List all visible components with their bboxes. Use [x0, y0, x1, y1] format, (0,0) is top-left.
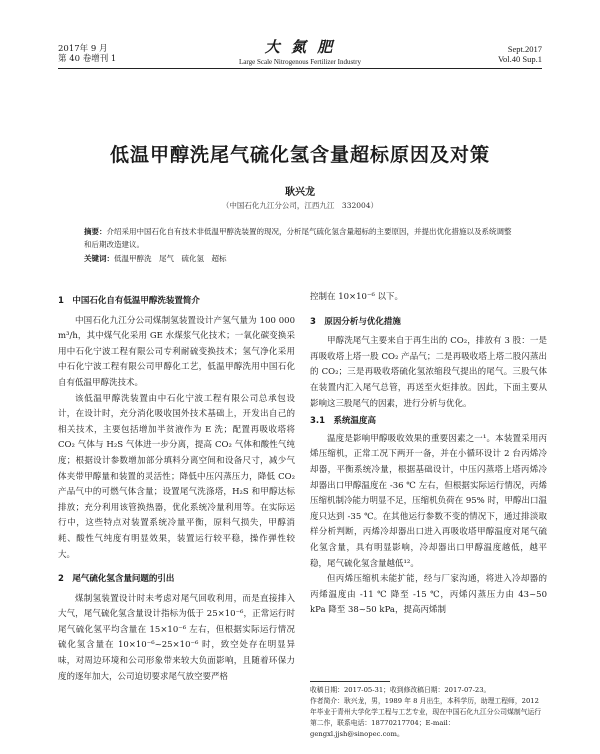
- journal-date-en: Sept.2017: [507, 44, 542, 54]
- journal-volume: 第 40 卷增刊 1: [58, 54, 117, 64]
- section-2-continuation: 控制在 10×10⁻⁶ 以下。: [310, 292, 404, 302]
- abstract-label: 摘要：: [84, 227, 107, 236]
- journal-masthead: [180, 36, 420, 66]
- journal-logo: 大 氮 肥: [264, 38, 336, 56]
- keywords-label: 关键词：: [84, 254, 114, 263]
- section-3-1-paragraph-2: 但丙烯压缩机未能扩能，经与厂家沟通，将进入冷却器的丙烯温度由 -11 ℃ 降至 -15 ℃，丙烯闪蒸压力由 43~50 kPa 降至 38~50 kPa，提高丙烯制: [310, 574, 547, 616]
- footnote-author-bio: 作者简介：耿兴龙，男，1989 年 8 月出生，本科学历，助理工程师，2012 年毕业于青州大学化学工程与工艺专业，现在中国石化九江分公司煤制气运行第二作，联系电话：18770217704；E-mail：gengxl.jjsh@sinopec.com。: [310, 697, 542, 738]
- section-1-paragraph-2: 该低温甲醇洗装置由中石化宁波工程有限公司总承包设计，在设计时，充分消化吸收国外技术基础上，开发出自己的相关技术，主要包括增加半贫液作为 E 洗；配置再吸收塔将 CO₂ 气体与 H₂S 气体进一步分离，提高 CO₂ 气体和酸性气纯度；根据设计参数增加部分填料分离空间和设备尺寸，减少气体夹带甲醇量和装置的灵活性；降低中压闪蒸压力，降低 CO₂ 产品气中的可燃气体含量；设置尾气洗涤塔，H₂S 和甲醇达标排放；充分利用该管换热器，优化系统冷量利用等。在实际运行中，这些特点对装置系统冷量平衡，原料气损失，甲醇消耗、酸性气纯度有明显效果，装置运行较平稳，操作弹性较大。: [58, 393, 295, 560]
- footnote-received: 收稿日期：2017-05-31；收到修改稿日期：2017-07-23。: [310, 686, 491, 694]
- section-3-1-paragraph-1: 温度是影响甲醇吸收效果的重要因素之一¹。本装置采用丙烯压缩机，正常工况下两开一备，并在小循环设计 2 台丙烯冷却器，平衡系统冷量，根据基础设计，中压闪蒸塔上塔丙烯冷却器出口甲醇温度在 -36 ℃ 左右，但根据实际运行情况，丙烯压缩机制冷能力明显不足，压缩机负荷在 95% 时，甲醇出口温度只达到 -35 ℃。在其他运行参数不变的情况下，通过排淡取样分析判断，丙烯冷却器出口进入再吸收塔甲醇温度对尾气硫化氢含量，具有明显影响，冷却器出口甲醇温度越低，越平稳，尾气硫化氢含量越低¹²。: [310, 433, 547, 569]
- article-title: 低温甲醇洗尾气硫化氢含量超标原因及对策: [109, 144, 490, 166]
- footnote-rule: [310, 681, 390, 682]
- journal-english-name: Large Scale Nitrogenous Fertilizer Industry: [239, 58, 361, 66]
- author-affiliation: （中国石化九江分公司，江西九江 332004）: [221, 201, 379, 210]
- section-2-heading: 2 尾气硫化氢含量问题的引出: [58, 574, 175, 585]
- section-1-paragraph-1: 中国石化九江分公司煤制氢装置设计产氢气量为 100 000 m³/h，其中煤气化采用 GE 水煤浆气化技术；一氧化碳变换采用中石化宁波工程有限公司专利耐硫变换技术；氢气净化采用中石化宁波工程有限公司甲醇化工艺，低温甲醇洗用中国石化自有低温甲醇洗技术。: [58, 315, 295, 388]
- left-column: [58, 292, 295, 685]
- abstract-text: 介绍采用中国石化自有技术非低温甲醇洗装置的现况，分析尾气硫化氢含量超标的主要原因，并提出优化措施以及系统调整和后期改造建议。: [84, 227, 512, 249]
- footnote: [310, 681, 547, 740]
- right-column: [310, 290, 547, 619]
- article-author: 耿兴龙: [285, 187, 315, 198]
- journal-date: 2017年 9 月: [58, 44, 108, 54]
- keywords: [84, 253, 516, 266]
- keywords-text: 低温甲醇洗 尾气 硫化氢 超标: [114, 254, 227, 263]
- journal-volume-en: Vol.40 Sup.1: [497, 54, 542, 64]
- section-3-paragraph-1: 甲醇洗尾气主要来自于再生出的 CO₂，排放有 3 股：一是再吸收塔上塔一股 CO₂ 产品气；二是再吸收塔上塔二股闪蒸出的 CO₂；三是再吸收塔硫化氢浓缩段气提出的尾气。三股气体在装置内汇入尾气总管，再送至火炬排放。因此，下面主要从影响这三股尾气的因素，进行分析与优化。: [310, 336, 547, 409]
- journal-date-volume-en: [498, 44, 542, 64]
- section-3-1-heading: 3.1 系统温度高: [310, 416, 377, 427]
- section-2-paragraph-1: 煤制氢装置设计时未考虑对尾气回收利用，而是直接排入大气，尾气硫化氢含量设计指标为低于 25×10⁻⁶，正常运行时尾气硫化氢平均含量在 15×10⁻⁶ 左右，但根据实际运行情况硫化氢含量在 10×10⁻⁶~25×10⁻⁶ 时，致空处存在明显异味，对周边环境和公司形象带来较大负面影响，且随着环保力度的逐年加大，公司迫切要求尾气放空要严格: [58, 593, 295, 682]
- section-3-heading: 3 原因分析与优化措施: [310, 316, 401, 327]
- section-1-heading: 1 中国石化自有低温甲醇洗装置简介: [58, 296, 200, 306]
- journal-date-volume: [58, 44, 116, 64]
- abstract-block: [84, 226, 516, 266]
- header-rule: [58, 68, 542, 69]
- abstract: [84, 226, 516, 251]
